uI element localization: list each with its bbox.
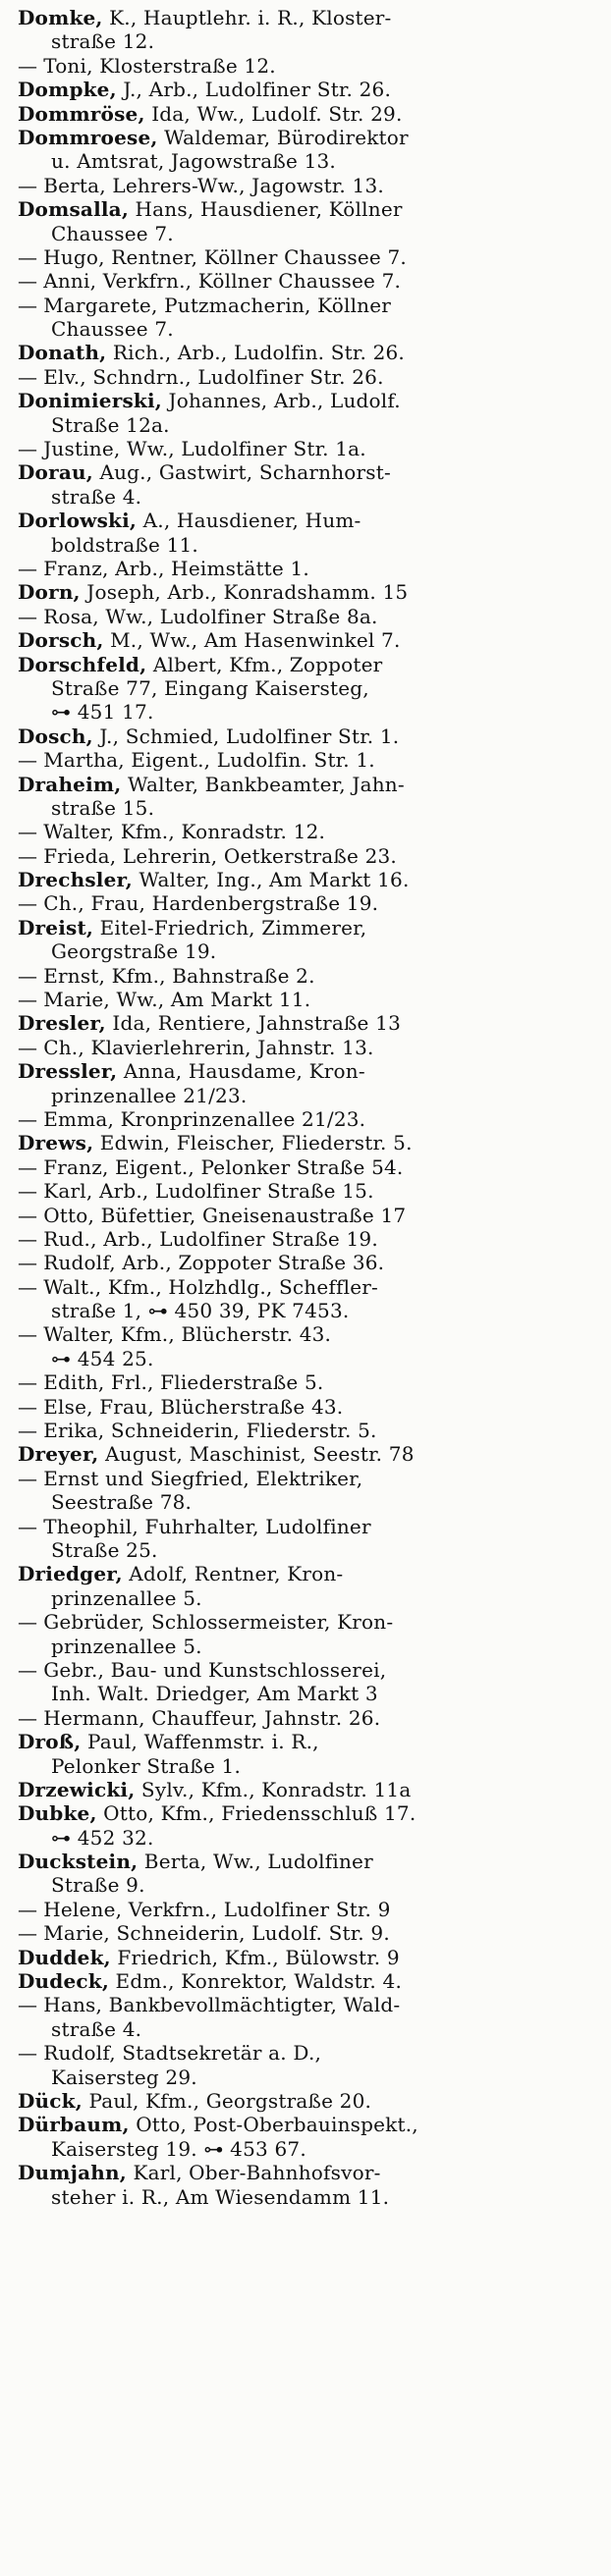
surname: Dubke,	[18, 1801, 97, 1826]
surname: Dorschfeld,	[18, 652, 147, 676]
repeat-name-dash: —	[18, 988, 38, 1012]
continuation-line	[18, 1873, 599, 1897]
entry-line	[18, 460, 599, 484]
entry-text: Otto, Büfettier, Gneisenaustraße 17	[43, 1203, 407, 1227]
repeat-name-dash: —	[18, 1993, 38, 2017]
sub-entry-line	[18, 557, 599, 580]
entry-text: Otto, Kfm., Friedensschluß 17.	[96, 1801, 417, 1826]
sub-entry-line	[18, 964, 599, 988]
entry-text: steher i. R., Am Wiesendamm 11.	[51, 2184, 390, 2209]
sub-entry-line	[18, 269, 599, 293]
surname: Donimierski,	[18, 389, 162, 413]
sub-entry-line	[18, 605, 599, 628]
surname: Dürbaum,	[18, 2113, 130, 2137]
repeat-name-dash: —	[18, 1466, 38, 1490]
entry-text: Straße 9.	[51, 1873, 145, 1898]
entry-line	[18, 1562, 599, 1585]
surname: Dreyer,	[18, 1442, 99, 1467]
repeat-name-dash: —	[18, 1106, 38, 1131]
entry-text: Paul, Kfm., Georgstraße 20.	[82, 2088, 372, 2113]
entry-line	[18, 653, 599, 676]
entry-text: Berta, Lehrers-Ww., Jagowstr. 13.	[43, 173, 384, 197]
entry-line	[18, 1131, 599, 1154]
entry-line	[18, 389, 599, 412]
surname: Dressler,	[18, 1059, 118, 1084]
entry-text: ⊶ 454 25.	[51, 1346, 154, 1370]
sub-entry-line	[18, 294, 599, 317]
entry-line	[18, 2089, 599, 2113]
repeat-name-dash: —	[18, 1274, 38, 1299]
repeat-name-dash: —	[18, 1897, 38, 1921]
entry-text: Walter, Bankbeamter, Jahn-	[121, 772, 405, 796]
continuation-line	[18, 1586, 599, 1610]
surname: Dreist,	[18, 915, 94, 939]
entry-line	[18, 1969, 599, 1993]
entry-text: Elv., Schndrn., Ludolfiner Str. 26.	[43, 364, 384, 389]
sub-entry-line	[18, 365, 599, 389]
surname: Dommroese,	[18, 125, 158, 149]
entry-line	[18, 773, 599, 796]
entry-line	[18, 916, 599, 939]
entry-text: August, Maschinist, Seestr. 78	[98, 1442, 415, 1467]
continuation-line	[18, 700, 599, 724]
sub-entry-line	[18, 1204, 599, 1227]
surname: Drews,	[18, 1131, 94, 1155]
sub-entry-line	[18, 174, 599, 197]
sub-entry-line	[18, 844, 599, 868]
surname: Domsalla,	[18, 197, 129, 222]
entry-text: Justine, Ww., Ludolfiner Str. 1a.	[43, 437, 366, 461]
entry-text: Pelonker Straße 1.	[51, 1753, 242, 1778]
sub-entry-line	[18, 1155, 599, 1179]
entry-line	[18, 1946, 599, 1969]
entry-text: Marie, Ww., Am Markt 11.	[43, 988, 311, 1012]
entry-text: Marie, Schneiderin, Ludolf. Str. 9.	[43, 1921, 390, 1946]
entry-text: Theophil, Fuhrhalter, Ludolfiner	[43, 1514, 371, 1538]
entry-line	[18, 2161, 599, 2184]
repeat-name-dash: —	[18, 173, 38, 197]
entry-text: Sylv., Kfm., Konradstr. 11a	[135, 1777, 412, 1801]
entry-text: Hans, Bankbevollmächtigter, Wald-	[43, 1993, 401, 2017]
entry-text: boldstraße 11.	[51, 532, 198, 557]
repeat-name-dash: —	[18, 437, 38, 461]
surname: Drechsler,	[18, 868, 133, 892]
entry-text: straße 1, ⊶ 450 39, PK 7453.	[51, 1299, 350, 1323]
directory-listing	[18, 6, 599, 2209]
repeat-name-dash: —	[18, 269, 38, 294]
sub-entry-line	[18, 1610, 599, 1634]
surname: Dresler,	[18, 1011, 106, 1036]
surname: Duckstein,	[18, 1850, 139, 1874]
entry-line	[18, 1730, 599, 1753]
repeat-name-dash: —	[18, 53, 38, 78]
sub-entry-line	[18, 1515, 599, 1538]
entry-text: Edwin, Fleischer, Fliederstr. 5.	[93, 1131, 413, 1155]
continuation-line	[18, 1826, 599, 1850]
entry-text: Albert, Kfm., Zoppoter	[146, 652, 383, 676]
surname: Duddek,	[18, 1945, 111, 1969]
repeat-name-dash: —	[18, 963, 38, 988]
repeat-name-dash: —	[18, 891, 38, 916]
surname: Dorn,	[18, 580, 81, 605]
entry-text: Chaussee 7.	[51, 221, 174, 245]
repeat-name-dash: —	[18, 2041, 38, 2066]
sub-entry-line	[18, 1275, 599, 1299]
repeat-name-dash: —	[18, 1322, 38, 1347]
repeat-name-dash: —	[18, 556, 38, 580]
repeat-name-dash: —	[18, 1035, 38, 1059]
repeat-name-dash: —	[18, 1179, 38, 1204]
entry-text: Franz, Arb., Heimstätte 1.	[43, 556, 309, 580]
entry-text: Helene, Verkfrn., Ludolfiner Str. 9	[43, 1897, 391, 1921]
sub-entry-line	[18, 988, 599, 1011]
entry-text: prinzenallee 5.	[51, 1634, 202, 1658]
sub-entry-line	[18, 748, 599, 772]
entry-text: Kaisersteg 29.	[51, 2065, 197, 2089]
continuation-line	[18, 1347, 599, 1370]
entry-line	[18, 1442, 599, 1466]
sub-entry-line	[18, 1107, 599, 1131]
entry-line	[18, 1801, 599, 1825]
sub-entry-line	[18, 1658, 599, 1682]
repeat-name-dash: —	[18, 293, 38, 317]
entry-text: Toni, Klosterstraße 12.	[43, 53, 276, 78]
entry-text: J., Schmied, Ludolfiner Str. 1.	[92, 724, 400, 748]
entry-line	[18, 509, 599, 532]
entry-text: prinzenallee 21/23.	[51, 1083, 248, 1107]
surname: Dosch,	[18, 724, 93, 748]
entry-text: Franz, Eigent., Pelonker Straße 54.	[43, 1154, 404, 1179]
continuation-line	[18, 1538, 599, 1562]
entry-text: Johannes, Arb., Ludolf.	[161, 389, 401, 413]
surname: Droß,	[18, 1730, 82, 1754]
sub-entry-line	[18, 1395, 599, 1419]
repeat-name-dash: —	[18, 1514, 38, 1538]
repeat-name-dash: —	[18, 1394, 38, 1419]
repeat-name-dash: —	[18, 364, 38, 389]
entry-text: prinzenallee 5.	[51, 1585, 202, 1610]
continuation-line	[18, 413, 599, 437]
entry-line	[18, 2113, 599, 2136]
repeat-name-dash: —	[18, 1657, 38, 1682]
entry-text: Straße 12a.	[51, 412, 170, 437]
surname: Draheim,	[18, 772, 122, 796]
entry-text: Ernst und Siegfried, Elektriker,	[43, 1466, 363, 1490]
repeat-name-dash: —	[18, 820, 38, 844]
entry-line	[18, 628, 599, 652]
surname: Dück,	[18, 2088, 83, 2113]
repeat-name-dash: —	[18, 1251, 38, 1275]
entry-text: Erika, Schneiderin, Fliederstr. 5.	[43, 1419, 377, 1443]
entry-text: Walter, Ing., Am Markt 16.	[132, 868, 410, 892]
entry-text: Margarete, Putzmacherin, Köllner	[43, 293, 392, 317]
entry-line	[18, 341, 599, 364]
sub-entry-line	[18, 1036, 599, 1059]
entry-text: Karl, Arb., Ludolfiner Straße 15.	[43, 1179, 374, 1204]
repeat-name-dash: —	[18, 1203, 38, 1227]
sub-entry-line	[18, 1921, 599, 1945]
entry-text: K., Hauptlehr. i. R., Kloster-	[102, 6, 392, 29]
entry-text: Straße 25.	[51, 1538, 158, 1562]
entry-line	[18, 102, 599, 126]
repeat-name-dash: —	[18, 1419, 38, 1443]
continuation-line	[18, 1635, 599, 1658]
entry-text: Ida, Ww., Ludolf. Str. 29.	[144, 101, 403, 126]
entry-text: ⊶ 451 17.	[51, 700, 154, 724]
sub-entry-line	[18, 2041, 599, 2065]
entry-line	[18, 6, 599, 29]
sub-entry-line	[18, 820, 599, 843]
entry-line	[18, 1850, 599, 1873]
repeat-name-dash: —	[18, 1921, 38, 1946]
entry-text: Rudolf, Stadtsekretär a. D.,	[43, 2041, 322, 2066]
continuation-line	[18, 149, 599, 173]
entry-text: M., Ww., Am Hasenwinkel 7.	[103, 628, 401, 653]
entry-text: Walt., Kfm., Holzhdlg., Scheffler-	[43, 1274, 378, 1299]
sub-entry-line	[18, 1227, 599, 1251]
entry-text: Martha, Eigent., Ludolfin. Str. 1.	[43, 748, 375, 773]
entry-text: Ida, Rentiere, Jahnstraße 13	[105, 1011, 401, 1036]
entry-text: Hugo, Rentner, Köllner Chaussee 7.	[43, 244, 407, 269]
entry-text: Edith, Frl., Fliederstraße 5.	[43, 1370, 324, 1395]
entry-text: Ernst, Kfm., Bahnstraße 2.	[43, 963, 315, 988]
entry-text: Edm., Konrektor, Waldstr. 4.	[109, 1969, 402, 1994]
entry-text: Emma, Kronprinzenallee 21/23.	[43, 1106, 366, 1131]
entry-line	[18, 197, 599, 221]
entry-line	[18, 1011, 599, 1035]
continuation-line	[18, 317, 599, 341]
entry-text: Walter, Kfm., Konradstr. 12.	[43, 820, 326, 844]
continuation-line	[18, 676, 599, 700]
continuation-line	[18, 2185, 599, 2209]
entry-text: Gebrüder, Schlossermeister, Kron-	[43, 1610, 394, 1635]
surname: Drzewicki,	[18, 1777, 136, 1801]
entry-text: straße 15.	[51, 795, 155, 820]
surname: Dorlowski,	[18, 509, 138, 533]
continuation-line	[18, 939, 599, 963]
surname: Donath,	[18, 341, 107, 365]
continuation-line	[18, 2066, 599, 2089]
entry-text: Kaisersteg 19. ⊶ 453 67.	[51, 2136, 306, 2161]
entry-text: Chaussee 7.	[51, 317, 174, 342]
sub-entry-line	[18, 891, 599, 915]
entry-line	[18, 1059, 599, 1083]
sub-entry-line	[18, 1370, 599, 1394]
entry-text: Otto, Post-Oberbauinspekt.,	[129, 2113, 418, 2137]
entry-text: Inh. Walt. Driedger, Am Markt 3	[51, 1682, 378, 1706]
continuation-line	[18, 796, 599, 820]
entry-line	[18, 580, 599, 604]
continuation-line	[18, 1682, 599, 1705]
surname: Dorsch,	[18, 628, 104, 653]
surname: Dorau,	[18, 460, 93, 485]
entry-text: Karl, Ober-Bahnhofsvor-	[126, 2161, 381, 2185]
surname: Dompke,	[18, 78, 117, 102]
sub-entry-line	[18, 245, 599, 269]
sub-entry-line	[18, 1179, 599, 1203]
entry-text: straße 4.	[51, 484, 142, 509]
repeat-name-dash: —	[18, 1705, 38, 1730]
surname: Dumjahn,	[18, 2161, 127, 2185]
continuation-line	[18, 1490, 599, 1514]
continuation-line	[18, 485, 599, 509]
repeat-name-dash: —	[18, 244, 38, 269]
entry-text: ⊶ 452 32.	[51, 1825, 154, 1850]
repeat-name-dash: —	[18, 1226, 38, 1251]
entry-text: Waldemar, Bürodirektor	[157, 125, 409, 149]
surname: Dudeck,	[18, 1969, 109, 1994]
continuation-line	[18, 533, 599, 557]
entry-text: straße 12.	[51, 29, 155, 54]
repeat-name-dash: —	[18, 1154, 38, 1179]
surname: Dommröse,	[18, 101, 145, 126]
entry-text: Eitel-Friedrich, Zimmerer,	[93, 915, 367, 939]
surname: Driedger,	[18, 1562, 123, 1586]
repeat-name-dash: —	[18, 1610, 38, 1635]
entry-text: A., Hausdiener, Hum-	[137, 509, 361, 533]
continuation-line	[18, 1084, 599, 1107]
repeat-name-dash: —	[18, 1370, 38, 1395]
entry-text: u. Amtsrat, Jagowstraße 13.	[51, 149, 336, 174]
sub-entry-line	[18, 54, 599, 78]
entry-text: Paul, Waffenmstr. i. R.,	[81, 1730, 319, 1754]
entry-text: Gebr., Bau- und Kunstschlosserei,	[43, 1657, 387, 1682]
sub-entry-line	[18, 1251, 599, 1274]
entry-text: Rud., Arb., Ludolfiner Straße 19.	[43, 1226, 378, 1251]
entry-text: Rich., Arb., Ludolfin. Str. 26.	[106, 341, 405, 365]
continuation-line	[18, 2137, 599, 2161]
continuation-line	[18, 29, 599, 53]
continuation-line	[18, 1754, 599, 1778]
entry-text: Walter, Kfm., Blücherstr. 43.	[43, 1322, 332, 1347]
entry-text: Georgstraße 19.	[51, 939, 217, 964]
entry-text: Rudolf, Arb., Zoppoter Straße 36.	[43, 1251, 385, 1275]
repeat-name-dash: —	[18, 748, 38, 773]
entry-line	[18, 724, 599, 748]
entry-text: J., Arb., Ludolfiner Str. 26.	[116, 78, 392, 102]
sub-entry-line	[18, 1419, 599, 1442]
entry-text: Else, Frau, Blücherstraße 43.	[43, 1394, 344, 1419]
entry-line	[18, 1778, 599, 1801]
sub-entry-line	[18, 437, 599, 460]
sub-entry-line	[18, 1467, 599, 1490]
entry-text: Berta, Ww., Ludolfiner	[138, 1850, 373, 1874]
sub-entry-line	[18, 1898, 599, 1921]
entry-text: Hermann, Chauffeur, Jahnstr. 26.	[43, 1705, 381, 1730]
sub-entry-line	[18, 1322, 599, 1346]
sub-entry-line	[18, 1993, 599, 2016]
entry-text: Anna, Hausdame, Kron-	[117, 1059, 365, 1084]
continuation-line	[18, 222, 599, 245]
surname: Domke,	[18, 6, 103, 29]
entry-text: straße 4.	[51, 2016, 142, 2041]
entry-text: Aug., Gastwirt, Scharnhorst-	[92, 460, 391, 485]
entry-text: Straße 77, Eingang Kaisersteg,	[51, 675, 369, 700]
sub-entry-line	[18, 1706, 599, 1730]
entry-line	[18, 868, 599, 891]
entry-text: Anni, Verkfrn., Köllner Chaussee 7.	[43, 269, 402, 294]
entry-text: Seestraße 78.	[51, 1490, 193, 1515]
repeat-name-dash: —	[18, 843, 38, 868]
entry-line	[18, 78, 599, 101]
entry-text: Adolf, Rentner, Kron-	[122, 1562, 344, 1586]
entry-text: Ch., Frau, Hardenbergstraße 19.	[43, 891, 379, 916]
entry-line	[18, 126, 599, 149]
entry-text: Rosa, Ww., Ludolfiner Straße 8a.	[43, 604, 378, 628]
continuation-line	[18, 2017, 599, 2041]
entry-text: Friedrich, Kfm., Bülowstr. 9	[110, 1945, 400, 1969]
continuation-line	[18, 1299, 599, 1322]
repeat-name-dash: —	[18, 604, 38, 628]
entry-text: Ch., Klavierlehrerin, Jahnstr. 13.	[43, 1035, 374, 1059]
entry-text: Frieda, Lehrerin, Oetkerstraße 23.	[43, 843, 397, 868]
entry-text: Hans, Hausdiener, Köllner	[128, 197, 403, 222]
entry-text: Joseph, Arb., Konradshamm. 15	[80, 580, 409, 605]
